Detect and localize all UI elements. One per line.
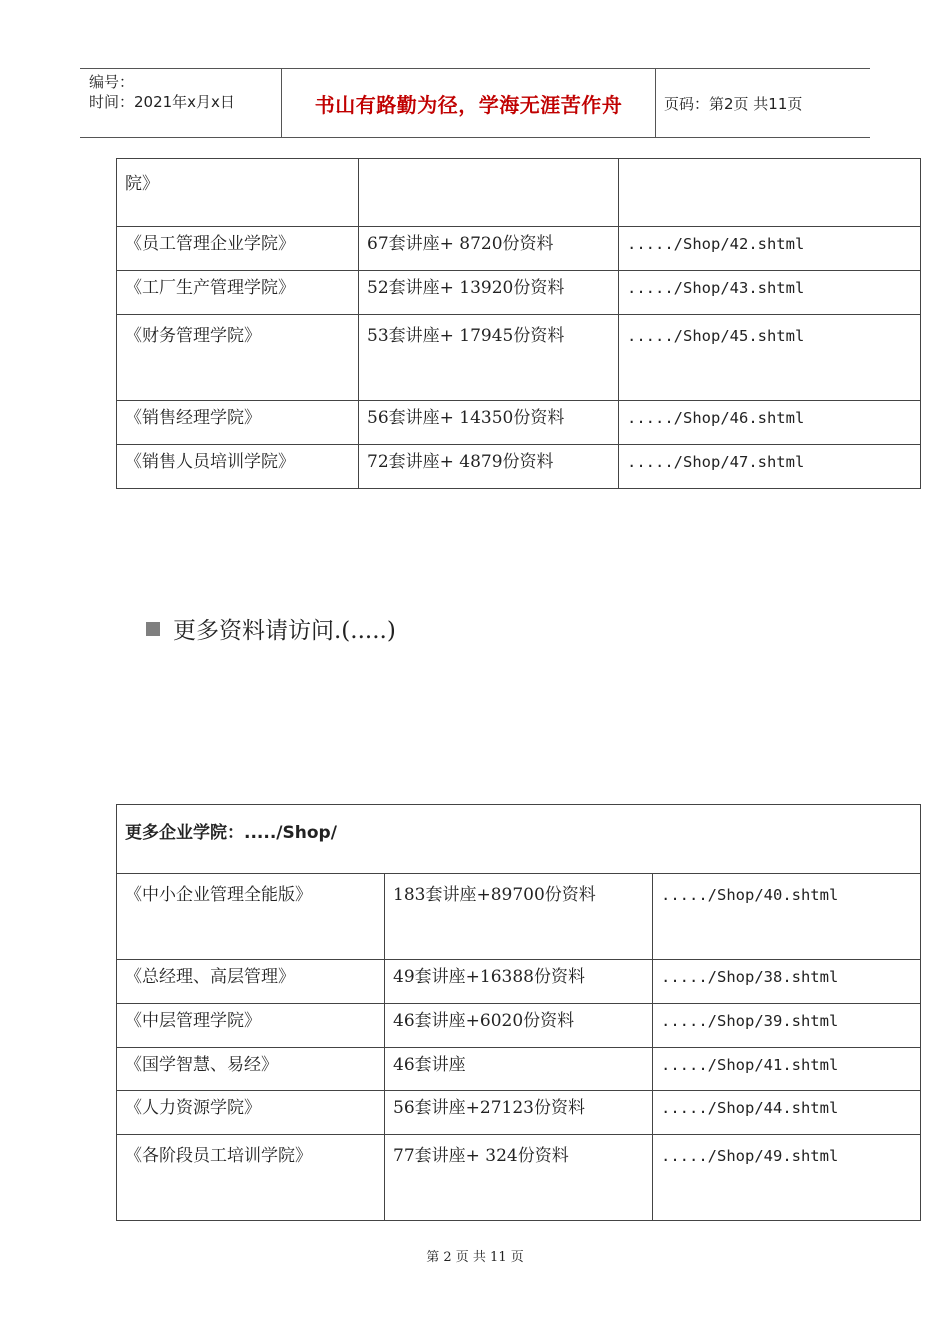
college-name: 《销售人员培训学院》 [117, 445, 359, 489]
header-motto: 书山有路勤为径，学海无涯苦作舟 [314, 92, 623, 117]
college-name: 《销售经理学院》 [117, 401, 359, 445]
college-content: 52套讲座+ 13920份资料 [359, 271, 619, 315]
college-link[interactable]: ...../Shop/49.shtml [653, 1135, 921, 1221]
college-link[interactable]: ...../Shop/40.shtml [653, 874, 921, 960]
college-name: 《各阶段员工培训学院》 [117, 1135, 385, 1221]
college-content: 46套讲座 [385, 1048, 653, 1091]
college-content: 49套讲座+16388份资料 [385, 960, 653, 1004]
college-name: 《工厂生产管理学院》 [117, 271, 359, 315]
college-link[interactable]: ...../Shop/42.shtml [619, 227, 921, 271]
header-page-info: 页码：第2页 共11页 [664, 94, 803, 113]
college-link[interactable]: ...../Shop/46.shtml [619, 401, 921, 445]
college-content: 53套讲座+ 17945份资料 [359, 315, 619, 401]
college-content: 56套讲座+27123份资料 [385, 1091, 653, 1135]
college-link[interactable]: ...../Shop/47.shtml [619, 445, 921, 489]
college-content [359, 159, 619, 227]
college-link[interactable]: ...../Shop/43.shtml [619, 271, 921, 315]
document-number-label: 编号： [89, 73, 135, 91]
table-row [117, 445, 921, 489]
college-name: 《中小企业管理全能版》 [117, 874, 385, 960]
college-content: 77套讲座+ 324份资料 [385, 1135, 653, 1221]
document-date: 时间：2021年x月x日 [89, 93, 235, 111]
college-content: 46套讲座+6020份资料 [385, 1004, 653, 1048]
table-row [117, 271, 921, 315]
college-name: 《人力资源学院》 [117, 1091, 385, 1135]
page-footer: 第 2 页 共 11 页 [426, 1250, 524, 1265]
college-link[interactable]: ...../Shop/44.shtml [653, 1091, 921, 1135]
table-row [117, 1048, 921, 1091]
college-link[interactable]: ...../Shop/38.shtml [653, 960, 921, 1004]
table-row [117, 227, 921, 271]
bullet-square-icon [146, 622, 160, 636]
more-info-line [146, 612, 396, 645]
college-name: 《员工管理企业学院》 [117, 227, 359, 271]
table-header-row [117, 805, 921, 874]
college-content: 183套讲座+89700份资料 [385, 874, 653, 960]
table-row [117, 1135, 921, 1221]
college-content: 67套讲座+ 8720份资料 [359, 227, 619, 271]
college-table-1 [116, 158, 921, 489]
college-link[interactable]: ...../Shop/45.shtml [619, 315, 921, 401]
page-header [80, 68, 870, 138]
table-row [117, 315, 921, 401]
college-name: 《中层管理学院》 [117, 1004, 385, 1048]
table-title: 更多企业学院：...../Shop/ [117, 805, 921, 874]
table-row [117, 1091, 921, 1135]
more-info-text[interactable]: 更多资料请访问.(.....) [173, 618, 396, 644]
table-row [117, 1004, 921, 1048]
college-table-2 [116, 804, 921, 1221]
college-link[interactable]: ...../Shop/41.shtml [653, 1048, 921, 1091]
header-motto-cell [281, 69, 656, 137]
table-row [117, 159, 921, 227]
college-name: 《总经理、高层管理》 [117, 960, 385, 1004]
college-content: 72套讲座+ 4879份资料 [359, 445, 619, 489]
college-link[interactable] [619, 159, 921, 227]
table-row [117, 874, 921, 960]
table-row [117, 401, 921, 445]
college-name: 院》 [117, 159, 359, 227]
header-meta [80, 69, 280, 137]
table-row [117, 960, 921, 1004]
college-link[interactable]: ...../Shop/39.shtml [653, 1004, 921, 1048]
college-content: 56套讲座+ 14350份资料 [359, 401, 619, 445]
college-name: 《财务管理学院》 [117, 315, 359, 401]
college-name: 《国学智慧、易经》 [117, 1048, 385, 1091]
